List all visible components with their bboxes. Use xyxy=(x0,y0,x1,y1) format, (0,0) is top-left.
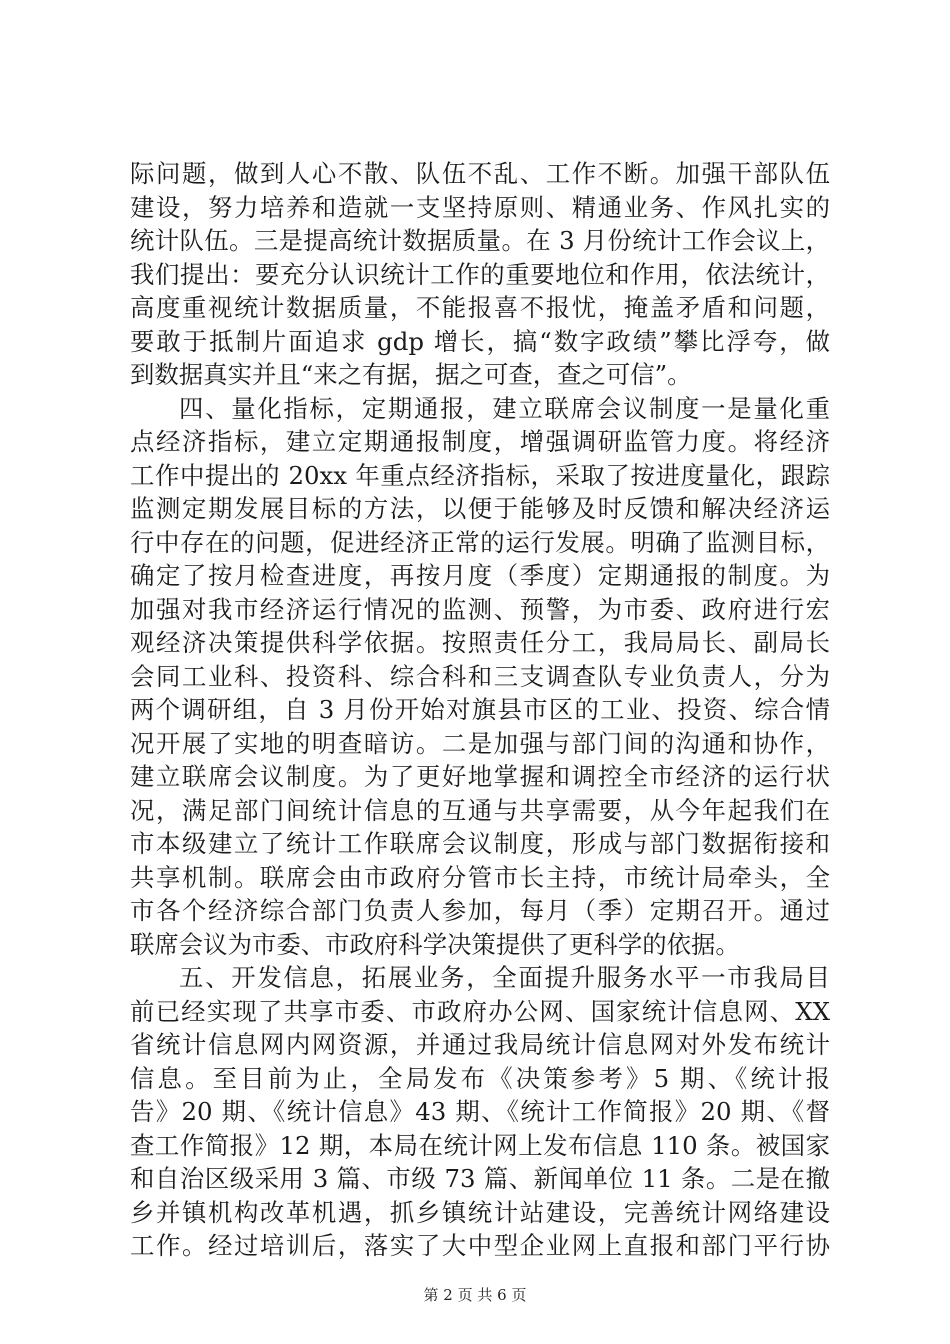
text-line: 况开展了实地的明查暗访。二是加强与部门间的沟通和协作， xyxy=(130,728,830,758)
text-line: 乡并镇机构改革机遇，抓乡镇统计站建设，完善统计网络建设 xyxy=(130,1197,830,1227)
text-line: 信息。至目前为止，全局发布《决策参考》5 期、《统计报 xyxy=(130,1063,830,1093)
text-line: 两个调研组，自 3 月份开始对旗县市区的工业、投资、综合情 xyxy=(130,695,830,724)
text-line: 要敢于抵制片面追求 gdp 增长，搞“数字政绩”攀比浮夸，做 xyxy=(130,326,830,356)
text-line: 观经济决策提供科学依据。按照责任分工，我局局长、副局长 xyxy=(130,628,830,657)
text-line: 况，满足部门间统计信息的互通与共享需要，从今年起我们在 xyxy=(130,795,830,825)
document-body xyxy=(130,157,830,1263)
text-line: 查工作简报》12 期，本局在统计网上发布信息 110 条。被国家 xyxy=(130,1130,830,1160)
text-line: 省统计信息网内网资源，并通过我局统计信息网对外发布统计 xyxy=(130,1030,830,1059)
text-line: 工作。经过培训后，落实了大中型企业网上直报和部门平行协 xyxy=(130,1231,830,1260)
text-line: 工作中提出的 20xx 年重点经济指标，采取了按进度量化，跟踪 xyxy=(130,460,830,490)
text-line: 我们提出：要充分认识统计工作的重要地位和作用，依法统计， xyxy=(130,259,830,289)
text-line: 和自治区级采用 3 篇、市级 73 篇、新闻单位 11 条。二是在撤 xyxy=(130,1164,830,1193)
text-line: 加强对我市经济运行情况的监测、预警，为市委、政府进行宏 xyxy=(130,594,830,624)
text-line: 高度重视统计数据质量，不能报喜不报忧，掩盖矛盾和问题， xyxy=(130,293,830,322)
text-line: 际问题，做到人心不散、队伍不乱、工作不断。加强干部队伍 xyxy=(130,159,830,188)
text-line: 联席会议为市委、市政府科学决策提供了更科学的依据。 xyxy=(130,929,740,959)
text-line: 建立联席会议制度。为了更好地掌握和调控全市经济的运行状 xyxy=(130,762,830,791)
page-number-footer: 第 2 页 共 6 页 xyxy=(423,1286,527,1304)
paragraph-heading-line: 五、开发信息，拓展业务，全面提升服务水平一市我局目 xyxy=(179,963,830,992)
text-line: 行中存在的问题，促进经济正常的运行发展。明确了监测目标， xyxy=(130,527,830,557)
text-line: 前已经实现了共享市委、市政府办公网、国家统计信息网、XX xyxy=(130,996,830,1026)
text-line: 市本级建立了统计工作联席会议制度，形成与部门数据衔接和 xyxy=(130,829,830,858)
text-line: 市各个经济综合部门负责人参加，每月（季）定期召开。通过 xyxy=(130,896,830,925)
text-line: 到数据真实并且“来之有据，据之可查，查之可信”。 xyxy=(130,360,692,389)
text-line: 确定了按月检查进度，再按月度（季度）定期通报的制度。为 xyxy=(130,561,830,590)
text-line: 共享机制。联席会由市政府分管市长主持，市统计局牵头，全 xyxy=(130,862,830,892)
text-line: 监测定期发展目标的方法，以便于能够及时反馈和解决经济运 xyxy=(130,494,830,523)
text-line: 统计队伍。三是提高统计数据质量。在 3 月份统计工作会议上， xyxy=(130,226,830,255)
text-line: 会同工业科、投资科、综合科和三支调查队专业负责人，分为 xyxy=(130,661,830,691)
paragraph-heading-line: 四、量化指标，定期通报，建立联席会议制度一是量化重 xyxy=(179,393,830,423)
text-line: 告》20 期、《统计信息》43 期、《统计工作简报》20 期、《督 xyxy=(130,1097,830,1126)
text-line: 建设，努力培养和造就一支坚持原则、精通业务、作风扎实的 xyxy=(130,192,830,222)
text-line: 点经济指标，建立定期通报制度，增强调研监管力度。将经济 xyxy=(130,427,830,456)
